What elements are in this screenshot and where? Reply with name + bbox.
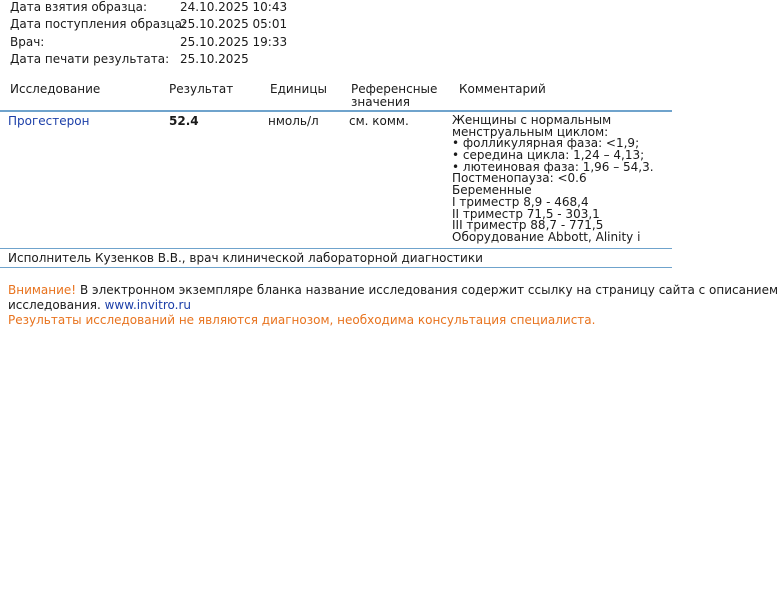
test-name-link[interactable]: Прогестерон	[8, 114, 90, 128]
print-date-label: Дата печати результата:	[10, 52, 170, 66]
comment-line: • лютеиновая фаза: 1,96 – 54,3.	[452, 159, 654, 174]
print-date-value: 25.10.2025	[180, 52, 249, 66]
notice-text-1: В электронном экземпляре бланка название исследования содержит ссылку на страницу сайта с описанием	[76, 283, 778, 297]
footer-divider	[0, 267, 672, 268]
sample-taken-value: 24.10.2025 10:43	[180, 0, 288, 14]
header-units: Единицы	[270, 82, 327, 96]
comment-line: I триместр 8,9 - 468,4	[452, 194, 589, 209]
disclaimer: Результаты исследований не являются диагнозом, необходима консультация специалиста.	[8, 313, 596, 327]
doctor-value: 25.10.2025 19:33	[180, 35, 288, 49]
header-reference-line1: Референсные	[351, 82, 438, 96]
test-result: 52.4	[169, 114, 199, 128]
invitro-link[interactable]: www.invitro.ru	[104, 298, 191, 312]
notice-block	[8, 283, 778, 328]
test-reference: см. комм.	[349, 114, 409, 128]
comment-line: Оборудование Abbott, Alinity i	[452, 229, 641, 244]
header-reference	[351, 83, 437, 109]
header-result: Результат	[169, 82, 234, 96]
test-units: нмоль/л	[268, 114, 319, 128]
warning-label: Внимание!	[8, 283, 77, 297]
comment-line: менструальным циклом:	[452, 124, 609, 139]
test-comment	[452, 115, 672, 244]
comment-line: II триместр 71,5 - 303,1	[452, 206, 600, 221]
comment-line: Беременные	[452, 183, 532, 198]
notice-line-1	[8, 283, 778, 298]
performer-line: Исполнитель Кузенков В.В., врач клинической лабораторной диагностики	[8, 251, 483, 265]
comment-line: Женщины с нормальным	[452, 113, 612, 127]
comment-line: III триместр 88,7 - 771,5	[452, 218, 604, 233]
sample-received-value: 25.10.2025 05:01	[180, 17, 288, 31]
row-divider	[0, 248, 672, 249]
header-comment: Комментарий	[459, 82, 546, 96]
notice-line-2	[8, 298, 672, 313]
sample-taken-label: Дата взятия образца:	[10, 0, 148, 14]
header-reference-line2: значения	[351, 95, 410, 109]
header-test: Исследование	[10, 82, 101, 96]
comment-line: Постменопауза: <0.6	[452, 171, 587, 186]
notice-text-2: исследования.	[8, 298, 105, 312]
sample-received-label: Дата поступления образца:	[10, 17, 186, 31]
header-divider	[0, 110, 672, 112]
comment-line: • фолликулярная фаза: <1,9;	[452, 136, 640, 151]
comment-line: • середина цикла: 1,24 – 4,13;	[452, 148, 645, 163]
doctor-label: Врач:	[10, 35, 45, 49]
